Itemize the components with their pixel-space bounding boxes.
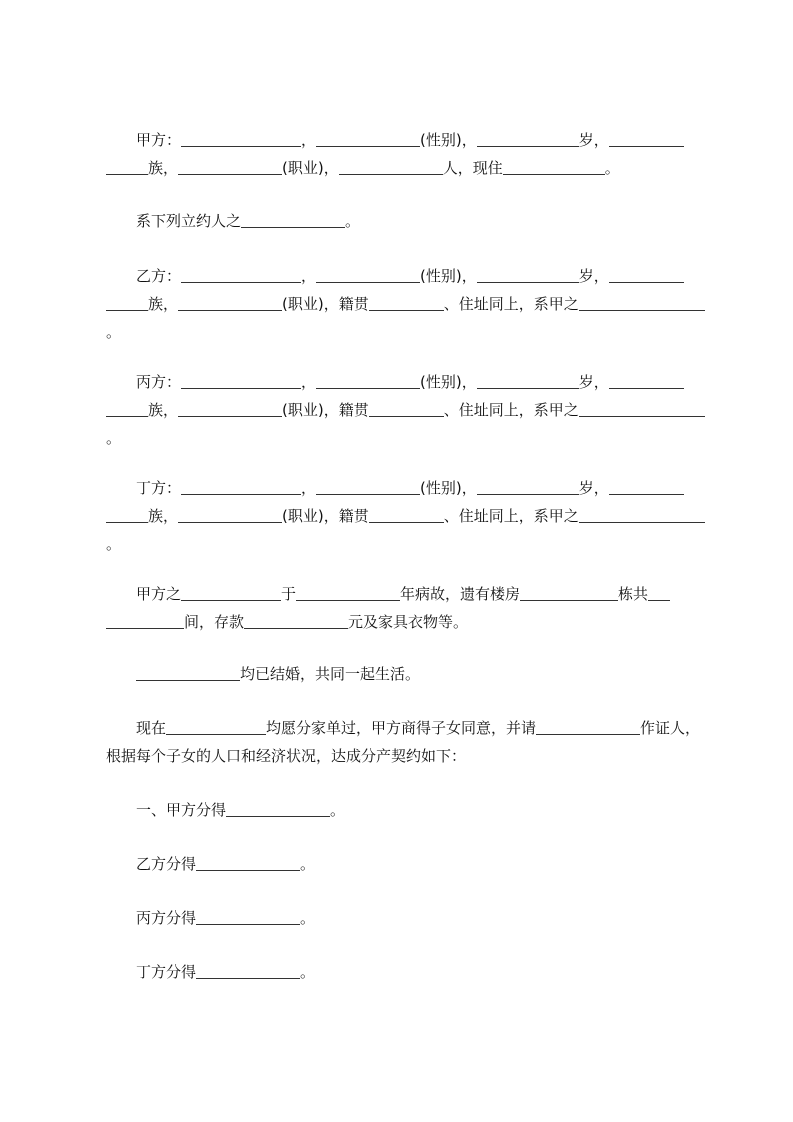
ethnic-label: 族， bbox=[148, 295, 179, 313]
ethnic-blank-cont[interactable] bbox=[106, 295, 148, 311]
share-bing bbox=[136, 904, 736, 932]
comma: ， bbox=[301, 479, 317, 497]
share-yi-blank[interactable] bbox=[196, 855, 300, 871]
name-blank[interactable] bbox=[181, 373, 301, 389]
estate-paragraph bbox=[106, 580, 706, 636]
comma: ， bbox=[301, 373, 317, 391]
gender-label: (性别)， bbox=[420, 373, 477, 391]
period: 。 bbox=[330, 801, 346, 819]
occupation-label: (职业)，籍贯 bbox=[282, 401, 369, 419]
period: 。 bbox=[106, 429, 122, 447]
savings-blank[interactable] bbox=[244, 613, 348, 629]
hometown-blank[interactable] bbox=[369, 401, 444, 417]
blank[interactable] bbox=[316, 131, 420, 147]
relation-blank[interactable] bbox=[579, 507, 691, 523]
agreement-text: 作证人，根据每个子女的人口和经济状况，达成分产契约如下： bbox=[106, 719, 701, 765]
address-label: 、住址同上，系甲之 bbox=[443, 295, 579, 313]
ethnic-label: 族， bbox=[148, 401, 179, 419]
party-ding-label: 丁方： bbox=[136, 479, 182, 497]
period: 。 bbox=[345, 212, 361, 230]
intro-paragraph bbox=[106, 207, 706, 235]
period: 。 bbox=[106, 535, 122, 553]
age-blank[interactable] bbox=[477, 267, 579, 283]
party-yi-label: 乙方： bbox=[136, 267, 182, 285]
estate-text: 甲方之 bbox=[136, 585, 182, 603]
occupation-blank[interactable] bbox=[178, 401, 282, 417]
occupation-blank[interactable] bbox=[178, 507, 282, 523]
estate-text: 元及家具衣物等。 bbox=[348, 613, 469, 631]
share-ding-blank[interactable] bbox=[196, 963, 300, 979]
comma: ， bbox=[301, 267, 317, 285]
relation-blank-cont[interactable] bbox=[691, 401, 705, 417]
party-jia-paragraph bbox=[106, 126, 706, 182]
estate-text: 于 bbox=[281, 585, 297, 603]
estate-text: 间，存款 bbox=[184, 613, 245, 631]
share-bing-label: 丙方分得 bbox=[136, 909, 197, 927]
blank[interactable] bbox=[316, 267, 420, 283]
share-yi-label: 乙方分得 bbox=[136, 855, 197, 873]
occupation-label: (职业)， bbox=[282, 159, 339, 177]
period: 。 bbox=[106, 323, 122, 341]
occupation-label: (职业)，籍贯 bbox=[282, 507, 369, 525]
ethnic-blank-cont[interactable] bbox=[106, 401, 148, 417]
share-jia bbox=[106, 796, 706, 824]
parties-blank[interactable] bbox=[166, 719, 266, 735]
rooms-blank[interactable] bbox=[648, 585, 670, 601]
party-bing-paragraph bbox=[106, 368, 706, 452]
share-jia-label: 一、甲方分得 bbox=[136, 801, 227, 819]
party-jia-label: 甲方： bbox=[136, 131, 182, 149]
agreement-text: 均愿分家单过，甲方商得子女同意，并请 bbox=[266, 719, 537, 737]
age-blank[interactable] bbox=[477, 479, 579, 495]
period: 。 bbox=[604, 159, 620, 177]
residence-blank[interactable] bbox=[503, 159, 605, 175]
gender-label: (性别)， bbox=[420, 131, 477, 149]
period: 。 bbox=[300, 855, 316, 873]
gender-label: (性别)， bbox=[420, 479, 477, 497]
relation-blank-cont[interactable] bbox=[691, 507, 705, 523]
year-blank[interactable] bbox=[296, 585, 400, 601]
ethnic-blank[interactable] bbox=[609, 479, 684, 495]
share-jia-blank[interactable] bbox=[226, 801, 330, 817]
relation-blank-cont[interactable] bbox=[691, 295, 705, 311]
occupation-blank[interactable] bbox=[178, 295, 282, 311]
blank[interactable] bbox=[316, 479, 420, 495]
agreement-paragraph bbox=[106, 714, 706, 770]
share-ding bbox=[136, 958, 736, 986]
building-blank[interactable] bbox=[520, 585, 618, 601]
ethnic-blank[interactable] bbox=[609, 373, 684, 389]
estate-text: 栋共 bbox=[618, 585, 649, 603]
agreement-text: 现在 bbox=[136, 719, 167, 737]
party-bing-label: 丙方： bbox=[136, 373, 182, 391]
hometown-blank[interactable] bbox=[369, 295, 444, 311]
intro-text: 系下列立约人之 bbox=[136, 212, 242, 230]
share-ding-label: 丁方分得 bbox=[136, 963, 197, 981]
married-paragraph bbox=[106, 660, 706, 688]
address-label: 、住址同上，系甲之 bbox=[443, 507, 579, 525]
age-label: 岁， bbox=[578, 131, 609, 149]
estate-text: 年病故，遗有楼房 bbox=[400, 585, 521, 603]
ethnic-label: 族， bbox=[148, 159, 179, 177]
age-blank[interactable] bbox=[477, 373, 579, 389]
party-yi-paragraph bbox=[106, 262, 706, 346]
occupation-label: (职业)，籍贯 bbox=[282, 295, 369, 313]
share-yi bbox=[136, 850, 736, 878]
ethnic-blank-cont[interactable] bbox=[106, 159, 148, 175]
age-label: 岁， bbox=[578, 267, 609, 285]
ethnic-blank[interactable] bbox=[609, 131, 684, 147]
ethnic-label: 族， bbox=[148, 507, 179, 525]
hometown-blank[interactable] bbox=[369, 507, 444, 523]
share-bing-blank[interactable] bbox=[196, 909, 300, 925]
relation-blank[interactable] bbox=[579, 401, 691, 417]
comma: ， bbox=[301, 131, 317, 149]
ethnic-blank[interactable] bbox=[609, 267, 684, 283]
name-blank[interactable] bbox=[181, 267, 301, 283]
married-text: 均已结婚，共同一起生活。 bbox=[240, 665, 421, 683]
blank[interactable] bbox=[339, 159, 443, 175]
occupation-blank[interactable] bbox=[178, 159, 282, 175]
gender-label: (性别)， bbox=[420, 267, 477, 285]
ethnic-blank-cont[interactable] bbox=[106, 507, 148, 523]
period: 。 bbox=[300, 963, 316, 981]
period: 。 bbox=[300, 909, 316, 927]
name-blank[interactable] bbox=[181, 479, 301, 495]
residence-label: 人，现住 bbox=[442, 159, 503, 177]
relation-blank[interactable] bbox=[579, 295, 691, 311]
blank[interactable] bbox=[316, 373, 420, 389]
children-blank[interactable] bbox=[136, 665, 240, 681]
address-label: 、住址同上，系甲之 bbox=[443, 401, 579, 419]
party-ding-paragraph bbox=[106, 474, 706, 558]
intro-blank[interactable] bbox=[241, 212, 345, 228]
age-label: 岁， bbox=[578, 373, 609, 391]
deceased-blank[interactable] bbox=[181, 585, 281, 601]
age-label: 岁， bbox=[578, 479, 609, 497]
name-blank[interactable] bbox=[181, 131, 301, 147]
witness-blank[interactable] bbox=[536, 719, 640, 735]
rooms-blank-cont[interactable] bbox=[106, 613, 184, 629]
age-blank[interactable] bbox=[477, 131, 579, 147]
